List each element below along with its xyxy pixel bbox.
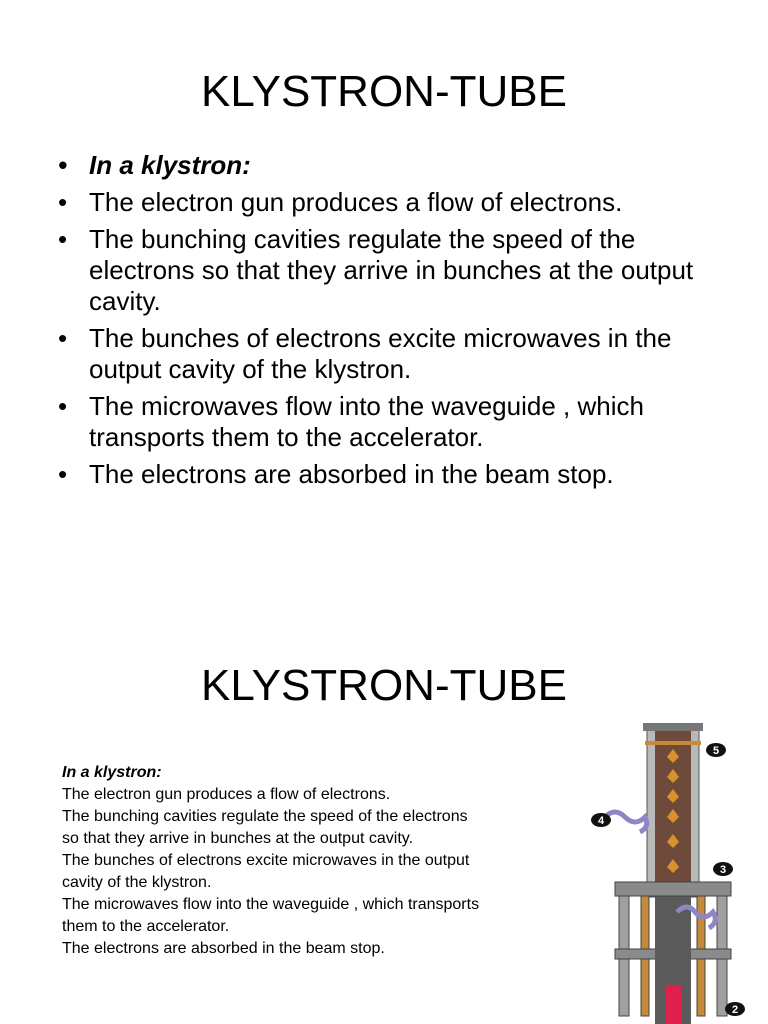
slide-1-title: KLYSTRON-TUBE: [201, 67, 567, 116]
callout-label: 2: [731, 1004, 739, 1016]
callout-3: [713, 862, 733, 876]
text-line: so that they arrive in bunches at the output cavity.: [62, 830, 414, 847]
electron-gun-beam: [665, 985, 681, 1024]
callout-4: [591, 813, 611, 827]
text-line: In a klystron:: [62, 764, 162, 781]
text-line: The electron gun produces a flow of electrons.: [62, 786, 391, 803]
bullet-item: • The electrons are absorbed in the beam stop.: [58, 459, 718, 490]
slide-2-text-block: [62, 762, 562, 960]
bullet-item: • The electron gun produces a flow of electrons.: [58, 187, 718, 218]
slide-1-bullet-list: [58, 150, 718, 496]
callout-label: 5: [712, 745, 720, 757]
slide-2-title: KLYSTRON-TUBE: [201, 661, 567, 710]
callout-label: 3: [719, 864, 727, 876]
callout-5: [706, 743, 726, 757]
bullet-item: • The microwaves flow into the waveguide , which transports them to the accelerator.: [58, 391, 718, 453]
text-line: The bunching cavities regulate the speed of the electrons: [62, 808, 468, 825]
text-line: The electrons are absorbed in the beam stop.: [62, 940, 385, 957]
text-line: them to the accelerator.: [62, 918, 230, 935]
text-line: cavity of the klystron.: [62, 874, 212, 891]
waveguide-upper: [605, 812, 647, 832]
tube-top-cap: [643, 723, 703, 731]
bullet-item: • The bunching cavities regulate the speed of the electrons so that they arrive in bunches at the output cavity.: [58, 224, 718, 317]
text-line: The bunches of electrons excite microwaves in the output: [62, 852, 470, 869]
callout-2: [725, 1002, 745, 1016]
text-line: The microwaves flow into the waveguide , which transports: [62, 896, 480, 913]
tube-ring: [645, 741, 701, 745]
cavity-flange-top: [615, 882, 731, 896]
klystron-tube-illustration: [585, 717, 768, 1024]
bullet-item: • In a klystron:: [58, 150, 718, 181]
slide-2: [0, 512, 768, 1024]
bullet-item: • The bunches of electrons excite microwaves in the output cavity of the klystron.: [58, 323, 718, 385]
callout-label: 4: [597, 815, 605, 827]
